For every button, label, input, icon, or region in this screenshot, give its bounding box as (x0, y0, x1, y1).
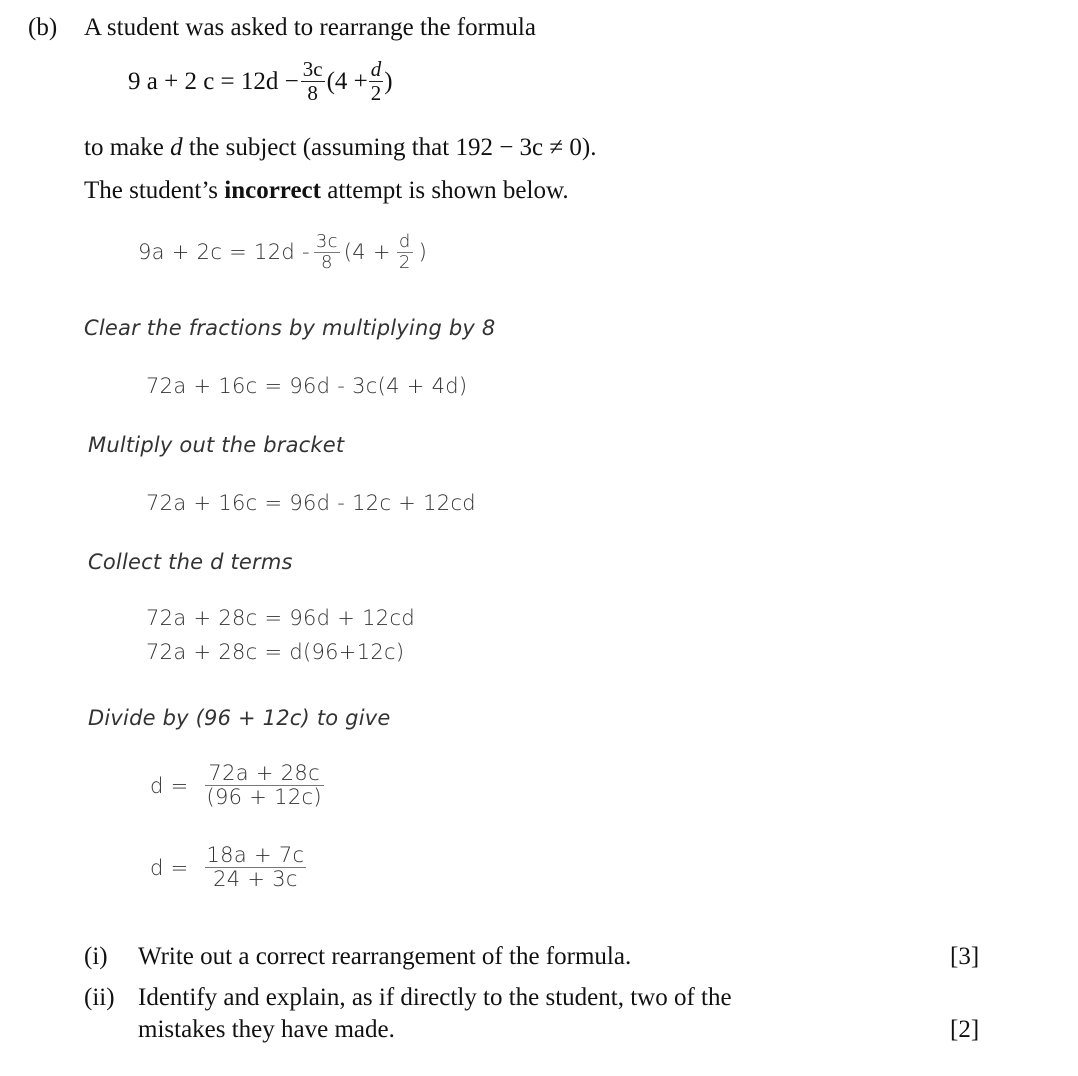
work-label-divide: Divide by (96 + 12c) to give (88, 706, 391, 730)
question-i-text: Write out a correct rearrangement of the formula. (138, 943, 632, 970)
work-result-1 (150, 762, 324, 809)
work-line-1 (138, 232, 427, 273)
question-i-label: (i) (84, 943, 108, 970)
attempt-line-bold: incorrect (224, 177, 321, 204)
formula-frac1-num: 3c (302, 57, 323, 81)
work-line-2: 72a + 16c = 96d - 3c(4 + 4d) (146, 374, 468, 398)
work-frac1-num: 3c (315, 231, 338, 252)
work-line-1-close: ) (418, 240, 428, 265)
work-line-1-lhs: 9a + 2c = 12d - (138, 240, 310, 265)
work-fraction-3c-over-8 (314, 232, 340, 273)
formula (128, 58, 393, 105)
formula-paren-open: (4 + (326, 67, 368, 95)
work-frac1-den: 8 (314, 252, 340, 273)
attempt-line (84, 177, 569, 205)
question-ii-marks: [2] (950, 1016, 980, 1043)
formula-paren-close: ) (384, 67, 393, 95)
formula-frac1-den: 8 (301, 81, 325, 105)
subject-line-post: the subject (assuming that 192 − 3c ≠ 0). (188, 134, 597, 161)
question-ii-text-line2: mistakes they have made. (138, 1016, 395, 1043)
work-label-collect-terms: Collect the d terms (88, 550, 293, 574)
formula-frac2-num: d (370, 57, 382, 81)
work-result-1-fraction (205, 762, 324, 809)
formula-fraction-d-over-2 (369, 58, 384, 105)
work-line-1-mid: (4 + (343, 240, 391, 265)
work-result-2-fraction (205, 844, 307, 891)
work-fraction-d-over-2 (397, 232, 413, 273)
attempt-line-pre: The student’s (84, 177, 219, 204)
work-result-2-num: 18a + 7c (206, 843, 305, 867)
work-label-multiply-out: Multiply out the bracket (88, 433, 345, 457)
work-result-2-lhs: d = (150, 855, 189, 880)
work-result-2-den: 24 + 3c (205, 867, 307, 891)
formula-lhs: 9 a + 2 c = 12d − (128, 67, 299, 95)
work-frac2-num: d (398, 231, 411, 252)
part-label: (b) (28, 14, 58, 41)
question-i-marks: [3] (950, 943, 980, 970)
work-result-2 (150, 844, 306, 891)
formula-frac2-den: 2 (370, 81, 382, 106)
work-result-1-lhs: d = (150, 773, 189, 798)
formula-fraction-3c-over-8 (301, 58, 325, 105)
work-line-4: 72a + 28c = 96d + 12cd (146, 606, 415, 630)
subject-line (84, 134, 596, 162)
question-ii-label: (ii) (84, 984, 115, 1011)
work-line-3: 72a + 16c = 96d - 12c + 12cd (146, 491, 476, 515)
work-result-1-num: 72a + 28c (208, 761, 320, 785)
subject-line-pre: to make (84, 134, 164, 161)
work-result-1-den: (96 + 12c) (206, 785, 322, 810)
work-label-clear-fractions: Clear the fractions by multiplying by 8 (84, 316, 496, 340)
question-ii-text-line1: Identify and explain, as if directly to the student, two of the (138, 984, 732, 1011)
attempt-line-post: attempt is shown below. (327, 177, 569, 204)
subject-variable: d (170, 134, 183, 161)
question-intro: A student was asked to rearrange the formula (84, 14, 536, 41)
work-frac2-den: 2 (398, 251, 411, 273)
work-line-5: 72a + 28c = d(96+12c) (146, 640, 405, 664)
